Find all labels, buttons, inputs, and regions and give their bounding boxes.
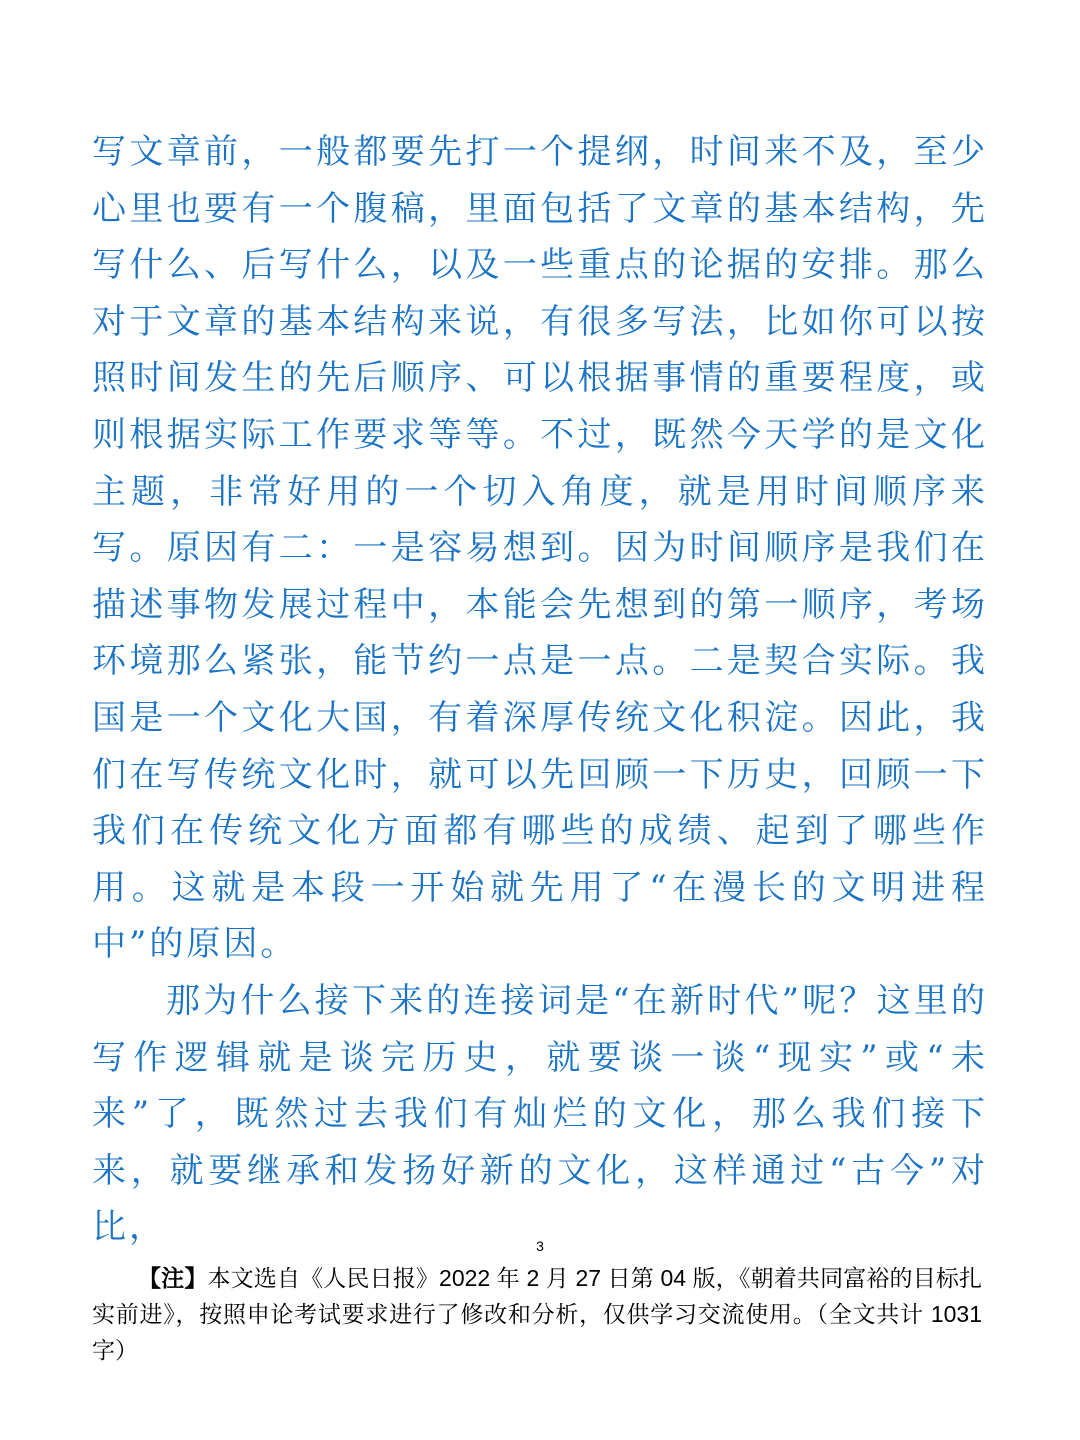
paragraph-2: 那为什么接下来的连接词是“在新时代”呢？这里的写作逻辑就是谈完历史，就要谈一谈“现实”或“未来”了，既然过去我们有灿烂的文化，那么我们接下来，就要继承和发扬好新的文化，这样通过“古今”对比， [92,980,988,1248]
note-text: 本文选自《人民日报》2022 年 2 月 27 日第 04 版，《朝着共同富裕的目标扎实前进》，按照申论考试要求进行了修改和分析，仅供学习交流使用。（全文共计 1031 字） [92,1265,983,1363]
page-number: 3 [536,1238,544,1254]
source-note [92,1260,982,1368]
note-marker: 【注】 [138,1265,208,1291]
paragraph-1: 写文章前，一般都要先打一个提纲，时间来不及，至少心里也要有一个腹稿，里面包括了文章的基本结构，先写什么、后写什么，以及一些重点的论据的安排。那么对于文章的基本结构来说，有很多写法，比如你可以按照时间发生的先后顺序、可以根据事情的重要程度，或则根据实际工作要求等等。不过，既然今天学的是文化主题，非常好用的一个切入角度，就是用时间顺序来写。原因有二：一是容易想到。因为时间顺序是我们在描述事物发展过程中，本能会先想到的第一顺序，考场环境那么紧张，能节约一点是一点。二是契合实际。我国是一个文化大国，有着深厚传统文化积淀。因此，我们在写传统文化时，就可以先回顾一下历史，回顾一下我们在传统文化方面都有哪些的成绩、起到了哪些作用。这就是本段一开始就先用了“在漫长的文明进程中”的原因。 [92,132,988,965]
article-body [92,124,988,1256]
